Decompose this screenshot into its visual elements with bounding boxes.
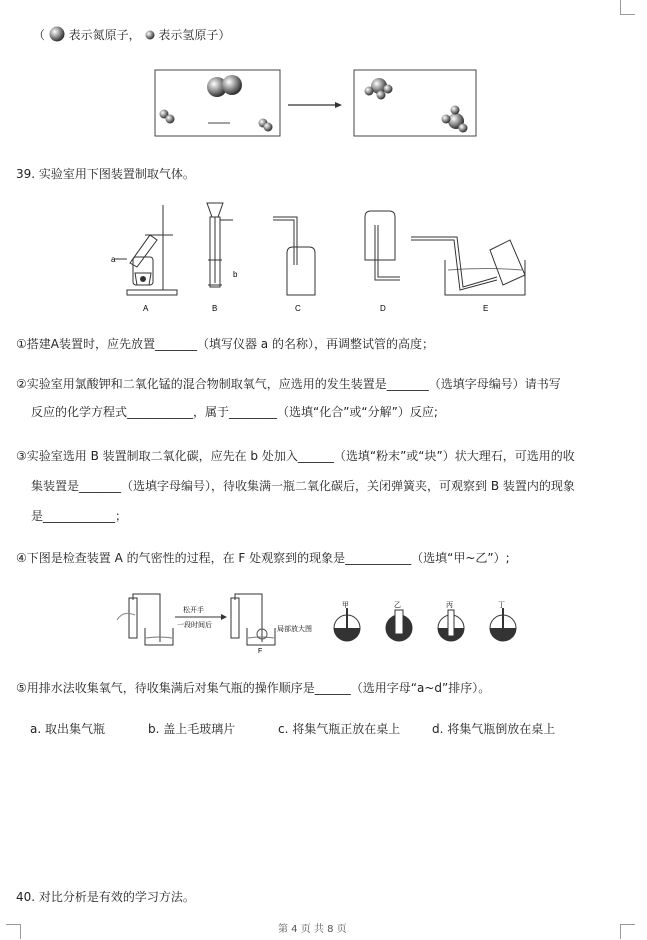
setup-step-1	[117, 594, 173, 645]
circle-label-yi: 乙	[394, 602, 401, 609]
circle-label-bing: 丙	[446, 602, 453, 609]
circle-yi	[386, 610, 412, 641]
f-label: F	[258, 648, 263, 655]
apparatus-d	[365, 211, 400, 280]
legend-nitrogen-label: 表示氮原子，	[68, 28, 141, 42]
legend-hydrogen-label: 表示氢原子）	[158, 28, 231, 42]
nitrogen-atom-icon	[49, 26, 65, 42]
circle-label-jia: 甲	[342, 602, 349, 609]
crop-mark-top-right	[620, 0, 635, 15]
q40-title: 40. 对比分析是有效的学习方法。	[16, 890, 195, 904]
hydrogen-molecule	[160, 110, 175, 124]
apparatus-a-part-label: a	[111, 255, 116, 264]
q39-sub-4: ④下图是检查装置 A 的气密性的过程，在 F 处观察到的现象是___________（选填“甲~乙”）;	[16, 551, 510, 565]
zoom-label: 局部放大图	[277, 626, 312, 633]
apparatus-e	[411, 237, 525, 295]
q39-sub-1: ①搭建A装置时，应先放置_______（填写仪器 a 的名称），再调整试管的高度；	[16, 337, 434, 351]
step-label-2: 一段时间后	[177, 622, 212, 629]
apparatus-label-a: A	[143, 304, 149, 313]
legend-line	[33, 26, 230, 43]
circle-ding	[490, 608, 516, 641]
q39-title: 39. 实验室用下图装置制取气体。	[16, 167, 195, 181]
option-a: a. 取出集气瓶	[30, 722, 105, 736]
q39-sub-5: ⑤用排水法收集氧气，待收集满后对集气瓶的操作顺序是______（选用字母“a~d”排序）。	[16, 681, 491, 695]
circle-label-ding: 丁	[498, 602, 505, 609]
apparatus-c	[273, 217, 315, 295]
circle-jia	[334, 608, 360, 641]
apparatus-b	[207, 203, 233, 287]
page-footer: 第 4 页 共 8 页	[278, 924, 347, 935]
q39-sub-3-line-3: 是____________；	[31, 509, 128, 523]
apparatus-label-c: C	[295, 304, 301, 313]
apparatus-label-b: B	[212, 304, 218, 313]
step-label-1: 松开手	[183, 607, 204, 614]
apparatus-label-d: D	[380, 304, 386, 313]
crop-mark-bottom-right	[620, 924, 635, 939]
apparatus-b-part-label: b	[233, 270, 238, 279]
hydrogen-atom-icon	[145, 30, 155, 40]
option-c: c. 将集气瓶正放在桌上	[278, 722, 401, 736]
setup-step-2	[231, 594, 275, 645]
q39-sub-3-line-2: 集装置是_______（选填字母编号），待收集满一瓶二氧化碳后，关闭弹簧夹，可观察到 B 装置内的现象	[31, 479, 575, 493]
q39-sub-2-line-1: ②实验室用氯酸钾和二氧化锰的混合物制取氧气，应选用的发生装置是_______（选填字母编号）请书写	[16, 377, 561, 391]
ammonia-molecule	[442, 106, 468, 133]
crop-mark-bottom-left	[6, 924, 21, 939]
apparatus-a	[115, 205, 177, 295]
ammonia-molecule	[365, 78, 393, 100]
reaction-diagram	[150, 65, 480, 143]
nitrogen-molecule	[207, 75, 242, 97]
apparatus-label-e: E	[483, 304, 489, 313]
airtightness-figure	[115, 590, 525, 655]
apparatus-figure	[105, 195, 545, 320]
option-d: d. 将集气瓶倒放在桌上	[432, 722, 556, 736]
option-b: b. 盖上毛玻璃片	[148, 722, 236, 736]
hydrogen-molecule	[259, 119, 273, 132]
q39-sub-3-line-1: ③实验室选用 B 装置制取二氧化碳，应先在 b 处加入______（选填“粉末”或“块”）状大理石，可选用的收	[16, 449, 575, 463]
legend-open: （	[33, 28, 46, 42]
q39-sub-2-line-2: 反应的化学方程式___________，属于________（选填“化合”或“分解”）反应;	[31, 405, 438, 419]
circle-bing	[438, 610, 464, 641]
